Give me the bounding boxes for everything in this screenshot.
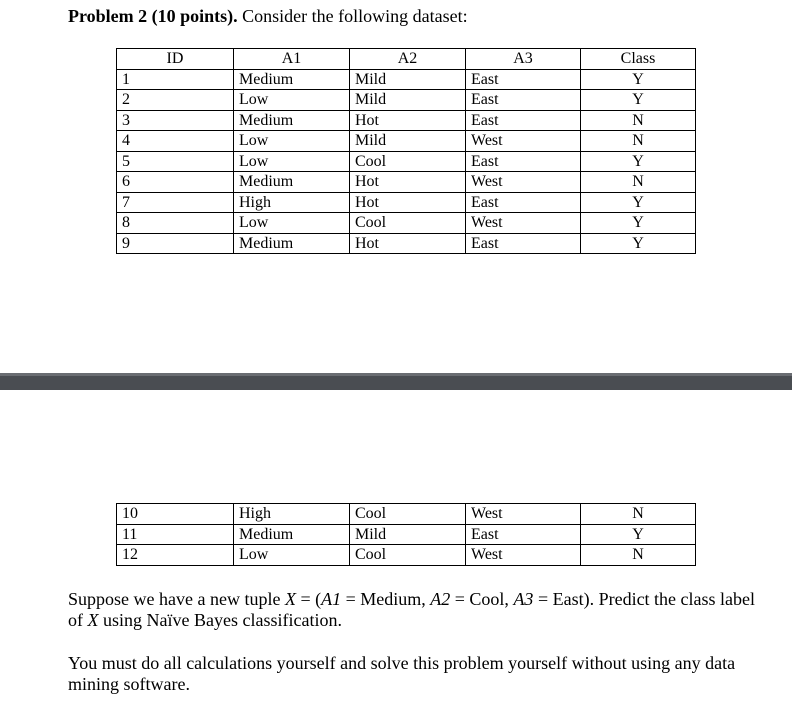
attribute-cell: East [466,90,581,111]
attribute-cell: High [234,504,350,525]
attribute-a3: A3 [513,589,534,609]
class-cell: Y [581,213,696,234]
attribute-cell: West [466,172,581,193]
problem-intro: Consider the following dataset: [237,6,468,26]
column-header: A3 [466,49,581,70]
attribute-cell: Low [234,90,350,111]
question-text: = Cool, [450,589,514,609]
attribute-cell: Low [234,131,350,152]
class-cell: N [581,172,696,193]
attribute-cell: West [466,504,581,525]
column-header: A1 [234,49,350,70]
id-cell: 12 [117,545,234,566]
table-row [117,151,696,172]
class-cell: N [581,504,696,525]
table-row [117,545,696,566]
attribute-cell: Medium [234,69,350,90]
problem-title: Problem 2 (10 points). [68,6,238,26]
table-row [117,131,696,152]
attribute-cell: East [466,69,581,90]
page-separator [0,373,792,390]
attribute-cell: Medium [234,233,350,254]
table-row [117,110,696,131]
dataset-table-top [116,48,696,254]
column-header: A2 [350,49,466,70]
id-cell: 8 [117,213,234,234]
id-cell: 7 [117,192,234,213]
table-row [117,192,696,213]
class-cell: N [581,110,696,131]
attribute-a2: A2 [430,589,451,609]
attribute-cell: West [466,131,581,152]
question-text: using Naïve Bayes classification. [98,610,342,630]
attribute-cell: Mild [350,131,466,152]
attribute-cell: Medium [234,524,350,545]
attribute-cell: Low [234,213,350,234]
id-cell: 9 [117,233,234,254]
id-cell: 2 [117,90,234,111]
class-cell: Y [581,192,696,213]
id-cell: 5 [117,151,234,172]
attribute-cell: Mild [350,90,466,111]
attribute-cell: Medium [234,172,350,193]
attribute-cell: Hot [350,110,466,131]
attribute-cell: Medium [234,110,350,131]
attribute-a1: A1 [321,589,342,609]
attribute-cell: Cool [350,545,466,566]
attribute-cell: East [466,192,581,213]
question-text: = ( [295,589,322,609]
attribute-cell: Mild [350,69,466,90]
table-row [117,213,696,234]
id-cell: 3 [117,110,234,131]
question-paragraph [68,589,768,631]
id-cell: 10 [117,504,234,525]
attribute-cell: West [466,545,581,566]
attribute-cell: Hot [350,172,466,193]
table-row [117,172,696,193]
dataset-table-bottom [116,503,696,566]
table-row [117,233,696,254]
problem-heading [68,6,468,27]
table-row [117,69,696,90]
tuple-variable: X [87,610,99,630]
table-header-row [117,49,696,70]
class-cell: N [581,545,696,566]
attribute-cell: Hot [350,192,466,213]
attribute-cell: Hot [350,233,466,254]
class-cell: Y [581,524,696,545]
attribute-cell: Low [234,545,350,566]
attribute-cell: Cool [350,213,466,234]
attribute-cell: Cool [350,151,466,172]
class-cell: Y [581,151,696,172]
id-cell: 1 [117,69,234,90]
attribute-cell: East [466,524,581,545]
class-cell: Y [581,90,696,111]
attribute-cell: East [466,110,581,131]
table-row [117,524,696,545]
column-header: ID [117,49,234,70]
question-text: = East). Predict the class label of [68,589,756,630]
class-cell: N [581,131,696,152]
attribute-cell: West [466,213,581,234]
attribute-cell: East [466,233,581,254]
id-cell: 11 [117,524,234,545]
instructions-paragraph: You must do all calculations yourself and solve this problem yourself without using any data mining software. [68,653,736,694]
question-text: = Medium, [341,589,431,609]
attribute-cell: Mild [350,524,466,545]
attribute-cell: East [466,151,581,172]
column-header: Class [581,49,696,70]
attribute-cell: High [234,192,350,213]
id-cell: 4 [117,131,234,152]
class-cell: Y [581,69,696,90]
question-text: Suppose we have a new tuple [68,589,285,609]
id-cell: 6 [117,172,234,193]
table-row [117,504,696,525]
attribute-cell: Low [234,151,350,172]
class-cell: Y [581,233,696,254]
tuple-variable: X [284,589,296,609]
attribute-cell: Cool [350,504,466,525]
table-row [117,90,696,111]
